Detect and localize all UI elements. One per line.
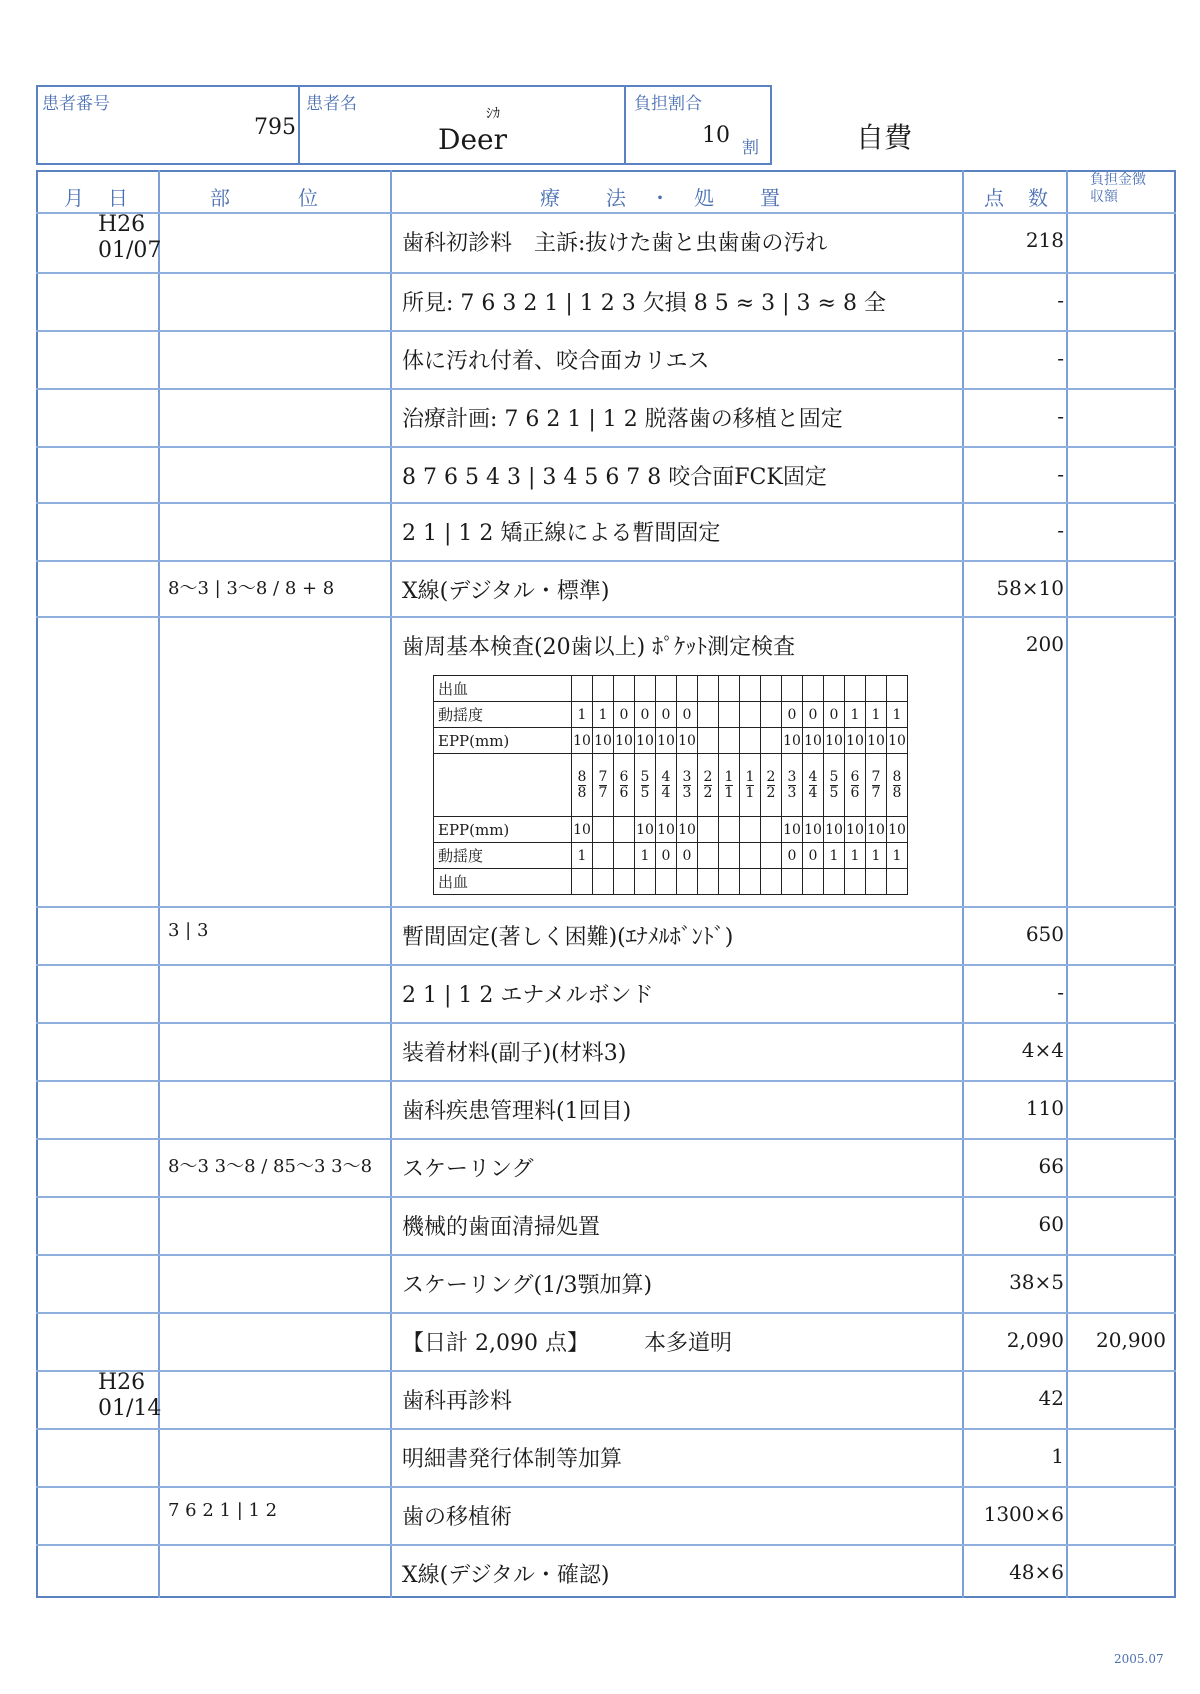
table-row <box>36 502 1176 558</box>
perio-tooth-bottom: 6 <box>619 785 629 801</box>
perio-tooth-bottom: 8 <box>892 785 902 801</box>
row-points: 42 <box>1038 1386 1064 1410</box>
column-header-points: 点 数 <box>984 186 1050 210</box>
perio-tooth-bottom: 8 <box>577 785 587 801</box>
perio-cell <box>719 869 740 895</box>
perio-tooth-cell <box>677 754 698 817</box>
perio-row-label: 動揺度 <box>434 843 572 869</box>
row-treatment: 明細書発行体制等加算 <box>402 1447 623 1472</box>
table-row <box>36 1196 1176 1252</box>
perio-tooth-cell <box>803 754 824 817</box>
row-treatment: 歯の移植術 <box>402 1505 513 1530</box>
table-row <box>36 906 1176 962</box>
perio-row-label: 出血 <box>434 676 572 702</box>
perio-cell: 1 <box>887 843 908 869</box>
perio-cell <box>740 869 761 895</box>
perio-row <box>434 869 908 895</box>
perio-tooth-bottom: 6 <box>850 785 860 801</box>
perio-cell <box>803 676 824 702</box>
perio-tooth-top: 3 <box>787 769 797 785</box>
perio-cell: 0 <box>677 843 698 869</box>
perio-cell <box>614 676 635 702</box>
perio-tooth-cell <box>719 754 740 817</box>
perio-cell <box>740 702 761 728</box>
row-treatment: X線(デジタル・標準) <box>402 579 610 604</box>
perio-cell: 1 <box>845 843 866 869</box>
perio-cell: 1 <box>572 843 593 869</box>
perio-cell <box>740 817 761 843</box>
row-treatment: 機械的歯面清掃処置 <box>402 1215 601 1240</box>
row-site: 3 | 3 <box>168 920 209 941</box>
perio-cell: 10 <box>845 728 866 754</box>
perio-cell: 1 <box>866 702 887 728</box>
table-row <box>36 1138 1176 1194</box>
row-points: 1300×6 <box>983 1502 1064 1526</box>
perio-cell: 10 <box>572 728 593 754</box>
row-points: 2,090 <box>1006 1328 1064 1352</box>
column-header-treatment: 療 法 ・ 処 置 <box>540 186 782 210</box>
table-row <box>36 1080 1176 1136</box>
row-date: 01/07 <box>98 238 162 263</box>
row-treatment: 2 1 | 1 2 エナメルボンド <box>402 983 654 1008</box>
row-points: - <box>1057 518 1064 542</box>
perio-cell <box>887 869 908 895</box>
perio-cell: 10 <box>866 728 887 754</box>
perio-cell: 10 <box>845 817 866 843</box>
perio-row <box>434 676 908 702</box>
perio-tooth-bottom: 1 <box>745 785 755 801</box>
row-points: 38×5 <box>1009 1270 1064 1294</box>
perio-tooth-top: 1 <box>745 769 755 785</box>
perio-cell: 10 <box>887 728 908 754</box>
perio-tooth-bottom: 2 <box>703 785 713 801</box>
row-treatment: 歯科再診料 <box>402 1389 513 1414</box>
patient-name-box <box>298 85 626 165</box>
perio-cell <box>761 676 782 702</box>
perio-cell: 10 <box>803 728 824 754</box>
row-treatment: 8 7 6 5 4 3 | 3 4 5 6 7 8 咬合面FCK固定 <box>402 465 827 490</box>
perio-tooth-bottom: 2 <box>766 785 776 801</box>
perio-cell <box>614 843 635 869</box>
form-version: 2005.07 <box>1114 1652 1164 1666</box>
column-header-collected: 負担金徴収額 <box>1090 172 1146 205</box>
row-treatment: スケーリング(1/3顎加算) <box>402 1273 653 1298</box>
row-treatment: X線(デジタル・確認) <box>402 1563 610 1588</box>
perio-row-label <box>434 754 572 817</box>
perio-cell: 0 <box>782 702 803 728</box>
row-points: 66 <box>1038 1154 1064 1178</box>
perio-row <box>434 728 908 754</box>
perio-tooth-top: 3 <box>682 769 692 785</box>
perio-cell <box>719 817 740 843</box>
perio-cell: 10 <box>635 817 656 843</box>
perio-cell <box>635 676 656 702</box>
table-row <box>36 1370 1176 1426</box>
row-points: - <box>1057 288 1064 312</box>
perio-cell <box>572 676 593 702</box>
perio-cell <box>656 869 677 895</box>
perio-cell: 10 <box>656 817 677 843</box>
perio-tooth-top: 8 <box>892 769 902 785</box>
perio-cell: 10 <box>572 817 593 843</box>
perio-tooth-top: 5 <box>829 769 839 785</box>
perio-cell: 10 <box>824 728 845 754</box>
perio-tooth-cell <box>656 754 677 817</box>
row-collected: 20,900 <box>1096 1328 1166 1352</box>
perio-cell: 10 <box>782 817 803 843</box>
row-treatment: 歯科初診料 主訴:抜けた歯と虫歯歯の汚れ <box>402 231 828 256</box>
perio-row-label: 出血 <box>434 869 572 895</box>
perio-cell <box>740 676 761 702</box>
perio-cell <box>656 676 677 702</box>
periodontal-chart <box>433 675 908 895</box>
perio-cell <box>866 869 887 895</box>
perio-cell <box>887 676 908 702</box>
perio-cell <box>719 702 740 728</box>
perio-tooth-top: 4 <box>808 769 818 785</box>
perio-tooth-top: 6 <box>850 769 860 785</box>
row-points: - <box>1057 980 1064 1004</box>
perio-cell <box>593 843 614 869</box>
perio-tooth-top: 1 <box>724 769 734 785</box>
perio-cell <box>782 676 803 702</box>
patient-number-box <box>36 85 300 165</box>
table-row <box>36 1312 1176 1368</box>
perio-tooth-bottom: 3 <box>682 785 692 801</box>
perio-tooth-bottom: 5 <box>640 785 650 801</box>
perio-cell: 0 <box>656 843 677 869</box>
perio-cell: 10 <box>593 728 614 754</box>
row-points: 60 <box>1038 1212 1064 1236</box>
perio-cell: 10 <box>677 817 698 843</box>
table-row <box>36 964 1176 1020</box>
perio-cell: 1 <box>572 702 593 728</box>
perio-cell: 1 <box>593 702 614 728</box>
perio-row <box>434 702 908 728</box>
row-points: 48×6 <box>1009 1560 1064 1584</box>
perio-row <box>434 754 908 817</box>
row-points: 650 <box>1025 922 1064 946</box>
perio-cell <box>614 817 635 843</box>
perio-cell: 1 <box>887 702 908 728</box>
perio-cell: 0 <box>677 702 698 728</box>
perio-tooth-top: 8 <box>577 769 587 785</box>
perio-cell: 0 <box>635 702 656 728</box>
perio-cell: 10 <box>614 728 635 754</box>
row-treatment: 所見: 7 6 3 2 1 | 1 2 3 欠損 8 5 ≈ 3 | 3 ≈ 8 全 <box>402 291 886 316</box>
table-row <box>36 1022 1176 1078</box>
perio-tooth-bottom: 4 <box>808 785 818 801</box>
row-treatment: 歯科疾患管理料(1回目) <box>402 1099 632 1124</box>
perio-tooth-cell <box>698 754 719 817</box>
row-points: 200 <box>1025 632 1064 656</box>
perio-cell: 10 <box>635 728 656 754</box>
row-date: 01/14 <box>98 1396 162 1421</box>
row-date-era: H26 <box>98 1370 146 1395</box>
perio-cell: 10 <box>866 817 887 843</box>
perio-tooth-top: 6 <box>619 769 629 785</box>
table-row <box>36 1486 1176 1542</box>
row-treatment: 歯周基本検査(20歯以上) ﾎﾟｹｯﾄ測定検査 <box>402 635 796 660</box>
perio-tooth-cell <box>572 754 593 817</box>
perio-cell: 10 <box>803 817 824 843</box>
perio-cell: 0 <box>656 702 677 728</box>
row-points: - <box>1057 462 1064 486</box>
table-row <box>36 1254 1176 1310</box>
table-row <box>36 212 1176 268</box>
perio-cell <box>740 843 761 869</box>
perio-tooth-cell <box>866 754 887 817</box>
perio-cell: 0 <box>614 702 635 728</box>
perio-cell <box>593 869 614 895</box>
perio-cell <box>824 869 845 895</box>
row-treatment: 治療計画: 7 6 2 1 | 1 2 脱落歯の移植と固定 <box>402 407 843 432</box>
row-site: 7 6 2 1 | 1 2 <box>168 1500 278 1521</box>
table-row <box>36 446 1176 502</box>
table-row <box>36 272 1176 328</box>
perio-tooth-bottom: 7 <box>598 785 608 801</box>
perio-tooth-cell <box>614 754 635 817</box>
perio-tooth-bottom: 3 <box>787 785 797 801</box>
perio-cell: 10 <box>656 728 677 754</box>
perio-cell <box>761 702 782 728</box>
perio-tooth-cell <box>635 754 656 817</box>
perio-cell: 0 <box>803 702 824 728</box>
perio-row-label: EPP(mm) <box>434 728 572 754</box>
perio-tooth-cell <box>740 754 761 817</box>
perio-cell <box>698 869 719 895</box>
row-points: - <box>1057 346 1064 370</box>
patient-name-kana: ｼｶ <box>486 106 500 122</box>
perio-cell <box>740 728 761 754</box>
perio-cell <box>698 843 719 869</box>
row-date-era: H26 <box>98 212 146 237</box>
perio-tooth-top: 2 <box>766 769 776 785</box>
perio-cell <box>845 869 866 895</box>
perio-cell <box>698 702 719 728</box>
perio-tooth-top: 5 <box>640 769 650 785</box>
perio-cell <box>803 869 824 895</box>
self-pay-label: 自費 <box>856 121 913 154</box>
patient-name: Deer <box>438 123 507 156</box>
table-row <box>36 1544 1176 1600</box>
perio-cell: 10 <box>677 728 698 754</box>
row-site: 8～3 | 3～8 / 8 + 8 <box>168 578 335 599</box>
row-treatment: スケーリング <box>402 1157 534 1182</box>
column-header-date: 月 日 <box>64 186 130 210</box>
perio-cell <box>614 869 635 895</box>
perio-cell <box>761 869 782 895</box>
burden-ratio-box <box>624 85 772 165</box>
perio-tooth-cell <box>782 754 803 817</box>
perio-cell <box>698 817 719 843</box>
perio-tooth-cell <box>593 754 614 817</box>
perio-tooth-cell <box>845 754 866 817</box>
table-row <box>36 388 1176 444</box>
perio-cell <box>761 843 782 869</box>
row-points: 110 <box>1025 1096 1064 1120</box>
perio-cell <box>845 676 866 702</box>
perio-cell <box>761 817 782 843</box>
perio-tooth-bottom: 1 <box>724 785 734 801</box>
perio-cell: 1 <box>866 843 887 869</box>
perio-cell: 1 <box>635 843 656 869</box>
perio-cell <box>824 676 845 702</box>
perio-cell: 1 <box>824 843 845 869</box>
perio-cell: 1 <box>845 702 866 728</box>
row-points: 1 <box>1051 1444 1064 1468</box>
table-row <box>36 1428 1176 1484</box>
perio-row-label: EPP(mm) <box>434 817 572 843</box>
patient-number: 795 <box>254 115 296 140</box>
perio-cell: 10 <box>782 728 803 754</box>
perio-row-label: 動揺度 <box>434 702 572 728</box>
row-treatment: 暫間固定(著しく困難)(ｴﾅﾒﾙﾎﾞﾝﾄﾞ) <box>402 925 734 950</box>
perio-tooth-cell <box>761 754 782 817</box>
perio-tooth-top: 2 <box>703 769 713 785</box>
perio-cell <box>719 676 740 702</box>
patient-number-label: 患者番号 <box>42 94 110 114</box>
row-treatment: 【日計 2,090 点】 本多道明 <box>402 1331 732 1356</box>
burden-ratio-value: 10 <box>702 123 730 148</box>
perio-cell <box>761 728 782 754</box>
perio-tooth-cell <box>887 754 908 817</box>
row-treatment: 装着材料(副子)(材料3) <box>402 1041 627 1066</box>
perio-cell <box>866 676 887 702</box>
row-treatment: 体に汚れ付着、咬合面カリエス <box>402 349 710 374</box>
perio-row <box>434 817 908 843</box>
burden-ratio-label: 負担割合 <box>634 94 702 114</box>
perio-cell <box>719 728 740 754</box>
perio-tooth-bottom: 7 <box>871 785 881 801</box>
perio-cell: 0 <box>803 843 824 869</box>
perio-tooth-top: 7 <box>598 769 608 785</box>
perio-tooth-bottom: 4 <box>661 785 671 801</box>
table-row <box>36 616 1176 672</box>
burden-ratio-unit: 割 <box>742 138 759 158</box>
perio-cell <box>698 728 719 754</box>
perio-cell <box>782 869 803 895</box>
perio-tooth-top: 4 <box>661 769 671 785</box>
perio-cell <box>698 676 719 702</box>
table-row <box>36 560 1176 616</box>
patient-name-label: 患者名 <box>306 94 357 114</box>
perio-tooth-bottom: 5 <box>829 785 839 801</box>
perio-cell: 0 <box>782 843 803 869</box>
perio-cell: 0 <box>824 702 845 728</box>
perio-tooth-top: 7 <box>871 769 881 785</box>
perio-row <box>434 843 908 869</box>
perio-cell <box>677 869 698 895</box>
perio-cell <box>635 869 656 895</box>
perio-cell: 10 <box>887 817 908 843</box>
column-header-site: 部 位 <box>210 186 320 210</box>
perio-cell <box>677 676 698 702</box>
row-site: 8～3 3～8 / 85～3 3～8 <box>168 1156 373 1177</box>
perio-cell <box>593 817 614 843</box>
perio-cell <box>719 843 740 869</box>
row-points: - <box>1057 404 1064 428</box>
perio-cell <box>593 676 614 702</box>
row-treatment: 2 1 | 1 2 矯正線による暫間固定 <box>402 521 721 546</box>
perio-cell <box>572 869 593 895</box>
table-row <box>36 330 1176 386</box>
row-points: 58×10 <box>996 576 1064 600</box>
row-points: 218 <box>1025 228 1064 252</box>
row-points: 4×4 <box>1021 1038 1064 1062</box>
perio-tooth-cell <box>824 754 845 817</box>
perio-cell: 10 <box>824 817 845 843</box>
